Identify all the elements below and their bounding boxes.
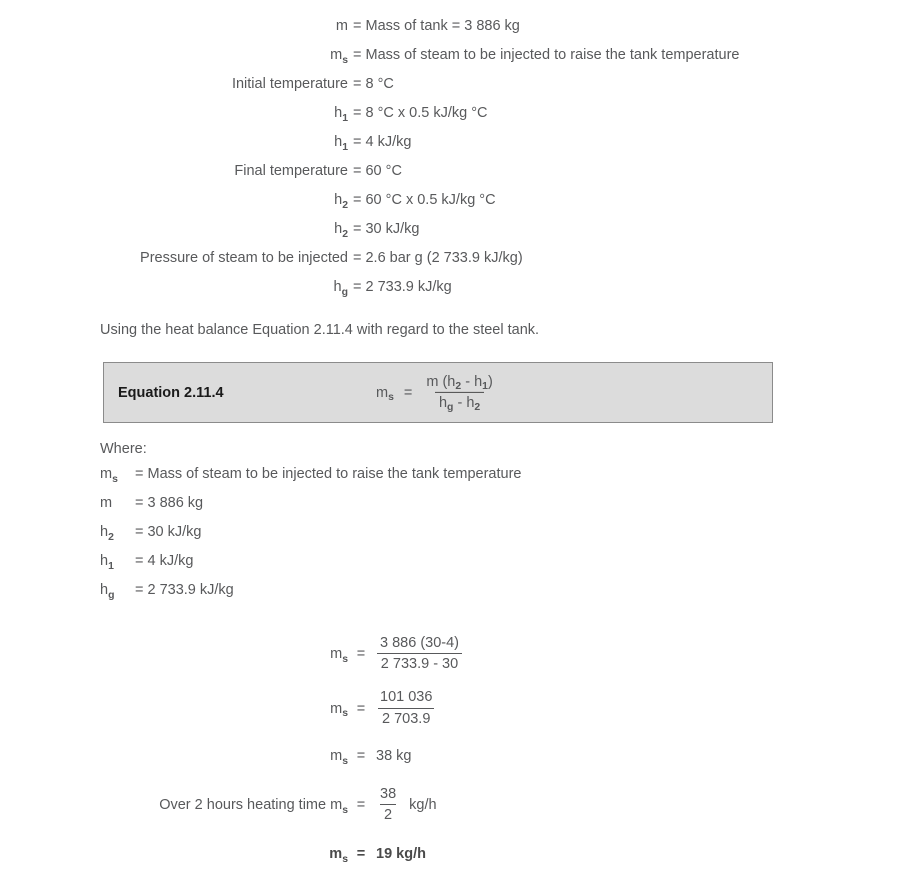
calculation-label — [0, 797, 348, 816]
definition-label — [0, 221, 348, 240]
calculation-result — [376, 635, 463, 673]
definition-label — [0, 192, 348, 211]
calculation-row — [0, 777, 900, 833]
definition-label-subscript: 2 — [342, 199, 348, 211]
calculation-symbol: m — [329, 846, 343, 862]
definition-label-text: h — [334, 105, 343, 121]
where-row — [100, 524, 521, 553]
definition-value: = 8 °C x 0.5 kJ/kg °C — [353, 105, 488, 121]
calculation-symbol-subscript: s — [342, 804, 348, 816]
definition-label-subscript: 1 — [342, 112, 348, 124]
calculation-fraction — [376, 689, 436, 727]
definition-row — [0, 163, 900, 192]
where-symbol-subscript: 2 — [108, 531, 114, 543]
definition-label-subscript: 2 — [342, 228, 348, 240]
where-symbol-text: m — [100, 466, 113, 482]
where-value: = 3 886 kg — [135, 495, 204, 511]
calculation-label — [0, 748, 348, 767]
calculation-equals-sign: = — [356, 646, 366, 662]
where-value: = 2 733.9 kJ/kg — [135, 582, 234, 598]
where-value: = 4 kJ/kg — [135, 553, 194, 569]
calculation-numerator: 38 — [380, 785, 397, 802]
definition-label-text: m — [330, 47, 343, 63]
definition-row — [0, 221, 900, 250]
calculation-label — [0, 846, 348, 865]
calculation-equals-sign: = — [356, 846, 366, 862]
where-symbol-subscript: g — [108, 589, 115, 601]
definition-label-text: h — [334, 134, 343, 150]
equation-box-label: Equation 2.11.4 — [118, 384, 224, 401]
definition-label — [0, 105, 348, 124]
where-row — [100, 466, 521, 495]
definition-label — [0, 47, 348, 66]
where-value: = 30 kJ/kg — [135, 524, 202, 540]
definition-value: = 2 733.9 kJ/kg — [353, 279, 452, 295]
where-symbol — [100, 524, 135, 543]
where-symbol-text: h — [100, 524, 109, 540]
definition-label-subscript: s — [342, 54, 348, 66]
definition-label-subscript: g — [341, 286, 348, 298]
where-symbol-text: h — [100, 582, 109, 598]
definition-label-text: Final temperature — [234, 163, 348, 179]
calculation-prefix: Over 2 hours heating time — [159, 797, 331, 813]
calculation-steps — [0, 626, 900, 875]
calculation-equals-sign: = — [356, 700, 366, 717]
calculation-symbol: m — [330, 700, 343, 717]
definition-value: = Mass of tank = 3 886 kg — [353, 18, 520, 34]
calculation-result — [376, 748, 411, 764]
calculation-symbol: m — [330, 748, 343, 764]
equation-lhs: $m_s$ — [376, 384, 394, 404]
calculation-result — [376, 689, 436, 727]
calculation-symbol: m — [330, 646, 343, 662]
definition-value: = 60 °C — [353, 163, 402, 179]
calculation-result — [376, 846, 426, 862]
definition-label — [0, 279, 348, 298]
calculation-row — [0, 735, 900, 777]
definition-row — [0, 279, 900, 308]
definition-row — [0, 250, 900, 279]
calculation-denominator: 2 733.9 - 30 — [377, 653, 462, 673]
equation-fraction — [422, 373, 496, 414]
definition-value: = 2.6 bar g (2 733.9 kJ/kg) — [353, 250, 523, 266]
calculation-row — [0, 682, 900, 735]
definition-label — [0, 250, 348, 266]
calculation-denominator: 2 703.9 — [378, 708, 434, 728]
definition-value: = 4 kJ/kg — [353, 134, 412, 150]
where-symbol-subscript: 1 — [108, 560, 114, 572]
calculation-row — [0, 833, 900, 875]
definition-value: = 60 °C x 0.5 kJ/kg °C — [353, 192, 496, 208]
narrative-text: Using the heat balance Equation 2.11.4 with regard to the steel tank. — [100, 322, 540, 338]
definition-label-text: Pressure of steam to be injected — [140, 250, 348, 266]
where-symbol — [100, 466, 135, 485]
calculation-value: 38 kg — [376, 748, 412, 764]
definition-label-text: h — [334, 192, 343, 208]
where-symbol — [100, 495, 135, 511]
calculation-row — [0, 626, 900, 682]
calculation-fraction — [376, 786, 400, 824]
definition-row — [0, 105, 900, 134]
equation-box-formula — [376, 373, 497, 414]
definition-label — [0, 18, 348, 34]
where-list — [100, 466, 521, 611]
calculation-result — [376, 786, 437, 824]
definition-row — [0, 76, 900, 105]
where-heading: Where: — [100, 441, 147, 457]
definition-row — [0, 134, 900, 163]
definition-label-text: Initial temperature — [231, 76, 348, 92]
definition-row — [0, 192, 900, 221]
definition-value: = 8 °C — [353, 76, 394, 92]
definition-value: = 30 kJ/kg — [353, 221, 420, 237]
calculation-value: 19 kg/h — [376, 846, 426, 862]
definition-row — [0, 18, 900, 47]
calculation-label — [0, 646, 348, 665]
calculation-symbol-subscript: s — [342, 755, 348, 767]
where-symbol-subscript: s — [112, 473, 118, 485]
definition-label-text: h — [334, 221, 343, 237]
where-symbol — [100, 553, 135, 572]
equation-denominator: $h_g - h_2$ — [435, 392, 484, 412]
definition-label — [0, 134, 348, 153]
definition-label — [0, 76, 348, 92]
calculation-symbol-subscript: s — [342, 708, 348, 720]
where-row — [100, 495, 521, 524]
calculation-label — [0, 700, 348, 720]
where-row — [100, 553, 521, 582]
definition-value: = Mass of steam to be injected to raise the tank temperature — [353, 47, 740, 63]
calculation-equals-sign: = — [356, 797, 366, 813]
definitions-list — [0, 18, 900, 308]
calculation-symbol: m — [330, 797, 343, 813]
calculation-symbol-subscript: s — [342, 653, 348, 665]
definition-label-text: m — [335, 18, 348, 34]
definition-label — [0, 163, 348, 179]
definition-label-text: h — [333, 279, 342, 295]
calculation-equals-sign: = — [356, 748, 366, 764]
where-symbol-text: m — [100, 495, 113, 511]
equation-box — [103, 362, 773, 423]
calculation-numerator: 101 036 — [380, 689, 433, 706]
calculation-fraction — [376, 635, 463, 673]
calculation-unit: kg/h — [409, 797, 437, 813]
definition-label-subscript: 1 — [342, 141, 348, 153]
where-symbol — [100, 582, 135, 601]
equation-numerator: m $(h_2 - h_1)$ — [426, 373, 493, 392]
where-row — [100, 582, 521, 611]
where-symbol-text: h — [100, 553, 109, 569]
equation-equals-sign: = — [403, 384, 413, 401]
definition-row — [0, 47, 900, 76]
calculation-numerator: 3 886 (30-4) — [380, 634, 459, 651]
where-value: = Mass of steam to be injected to raise the tank temperature — [135, 466, 522, 482]
calculation-symbol-subscript: s — [342, 853, 348, 865]
calculation-denominator: 2 — [380, 804, 396, 824]
